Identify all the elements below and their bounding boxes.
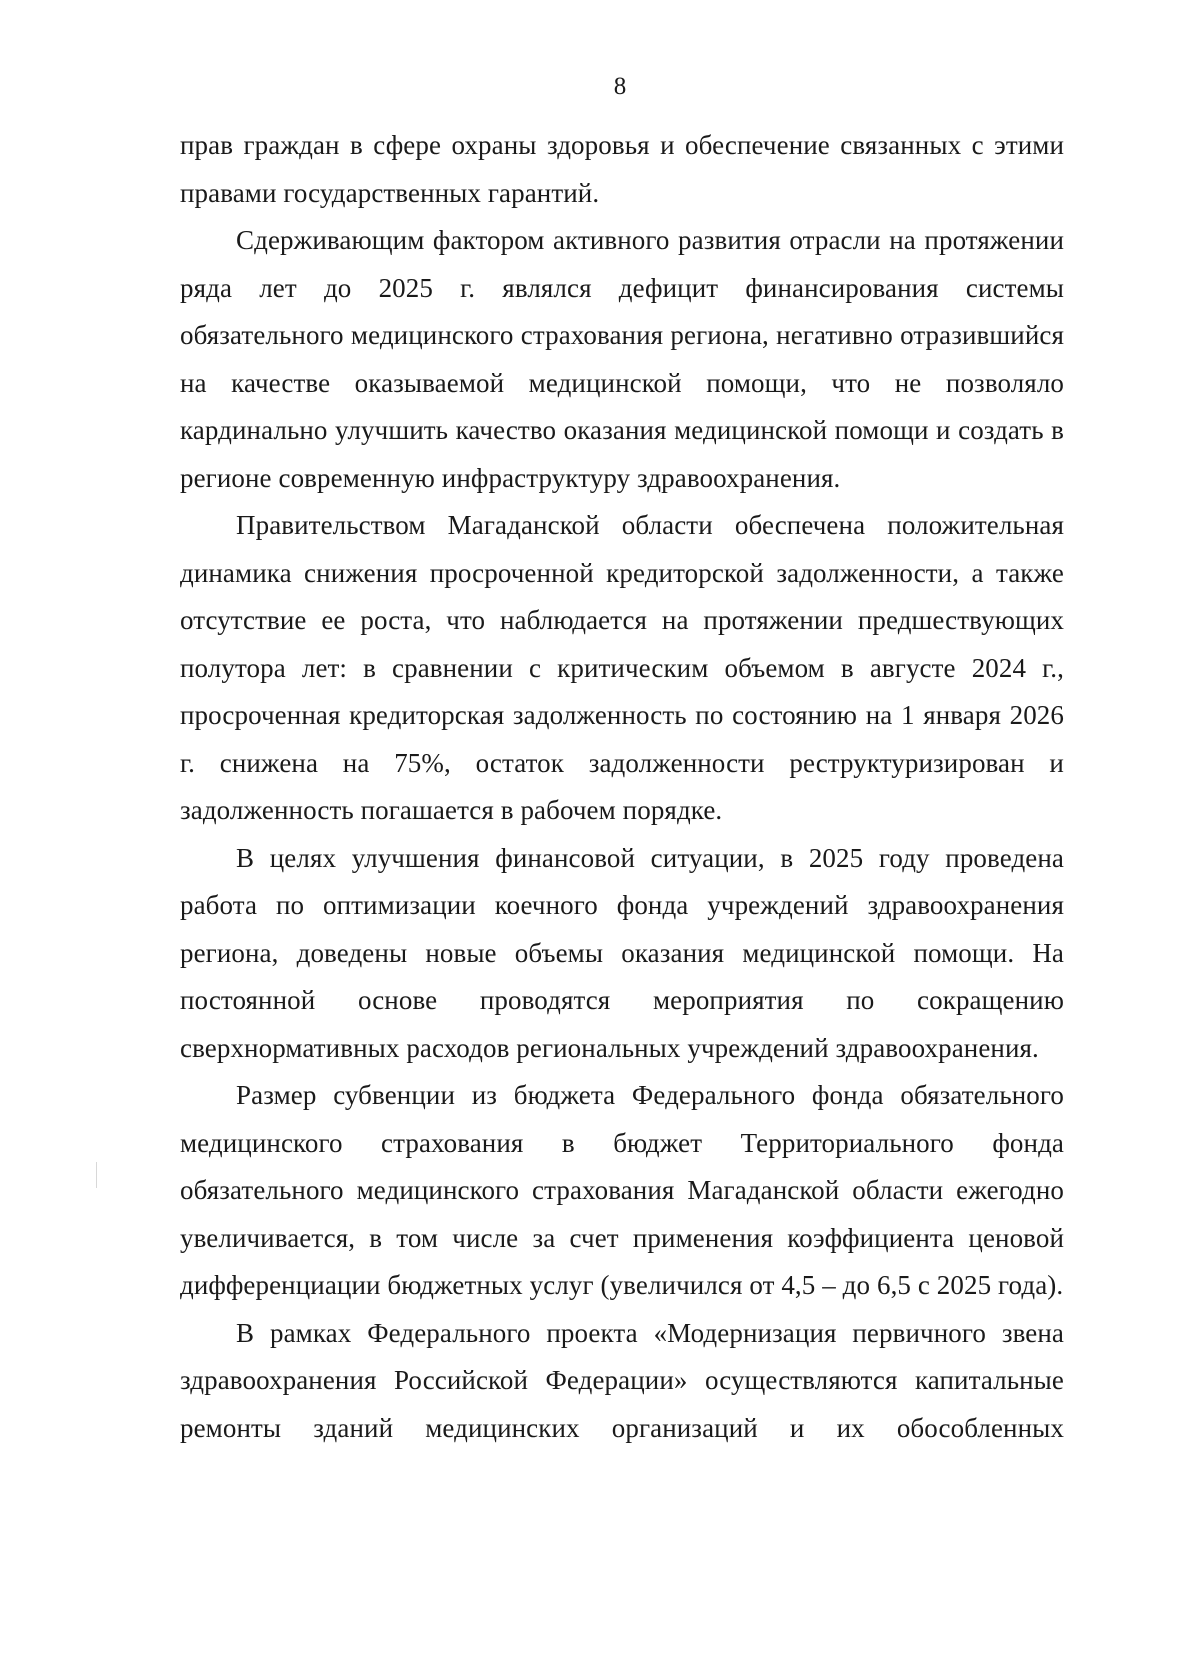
scan-artifact-line bbox=[96, 1162, 97, 1188]
paragraph-federal-project: В рамках Федерального проекта «Модернизация первичного звена здравоохранения Российской Федерации» осуществляются капитальные ремонты зданий медицинских организаций и их обособленных bbox=[180, 1317, 1064, 1443]
paragraph-funding-deficit: Сдерживающим фактором активного развития отрасли на протяжении ряда лет до 2025 г. являлся дефицит финансирования системы обязательного медицинского страхования региона, негативно отразившийся на качестве оказываемой медицинской помощи, что не позволяло кардинально улучшить качество оказания медицинской помощи и создать в регионе современную инфраструктуру здравоохранения. bbox=[180, 225, 1064, 493]
paragraph-debt-reduction: Правительством Магаданской области обеспечена положительная динамика снижения просроченной кредиторской задолженности, а также отсутствие ее роста, что наблюдается на протяжении предшествующих полутора лет: в сравнении с критическим объемом в августе 2024 г., просроченная кредиторская задолженность по состоянию на 1 января 2026 г. снижена на 75%, остаток задолженности реструктуризирован и задолженность погашается в рабочем порядке. bbox=[180, 510, 1064, 825]
paragraph-financial-optimization: В целях улучшения финансовой ситуации, в 2025 году проведена работа по оптимизации коечного фонда учреждений здравоохранения региона, доведены новые объемы оказания медицинской помощи. На постоянной основе проводятся мероприятия по сокращению сверхнормативных расходов региональных учреждений здравоохранения. bbox=[180, 842, 1064, 1063]
page-number: 8 bbox=[613, 73, 627, 100]
document-body bbox=[180, 122, 1064, 1452]
paragraph-continuation: прав граждан в сфере охраны здоровья и обеспечение связанных с этими правами государственных гарантий. bbox=[180, 130, 1064, 208]
paragraph-subvention: Размер субвенции из бюджета Федерального фонда обязательного медицинского страхования в бюджет Территориального фонда обязательного медицинского страхования Магаданской области ежегодно увеличивается, в том числе за счет применения коэффициента ценовой дифференциации бюджетных услуг (увеличился от 4,5 – до 6,5 с 2025 года). bbox=[180, 1080, 1064, 1300]
